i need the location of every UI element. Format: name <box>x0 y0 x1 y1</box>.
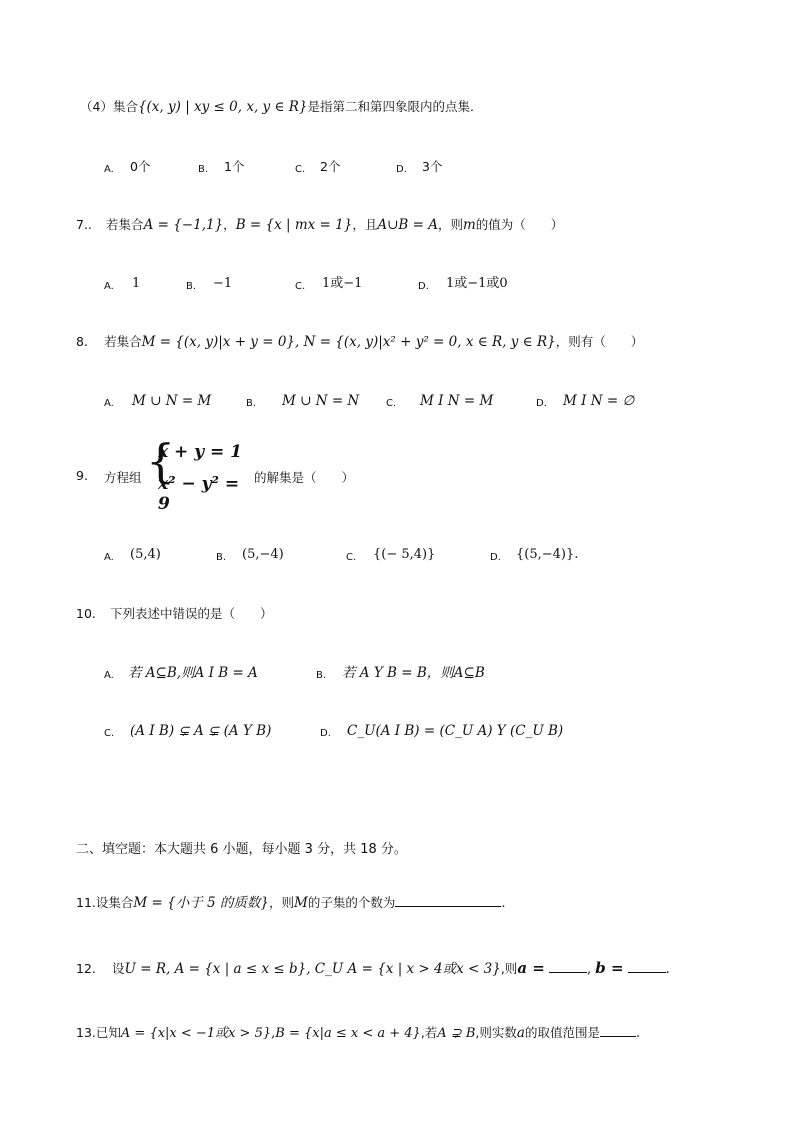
q7-option-c-letter: C. <box>295 281 306 292</box>
q8-option-b[interactable]: M ∪ N = N <box>282 393 360 409</box>
q7-m: m <box>462 217 476 233</box>
q11-text3: 的子集的个数为 <box>307 895 396 910</box>
q7-set-b: B = {x | mx = 1} <box>235 217 353 233</box>
q9-number: 9. <box>76 468 88 483</box>
q12-end: . <box>665 962 670 977</box>
q10-option-a[interactable]: 若 A⊆B,则A I B = A <box>128 665 258 681</box>
q11-answer-blank[interactable] <box>395 894 501 907</box>
q7-option-c[interactable]: 1或−1 <box>322 276 363 291</box>
q12-number: 12. <box>76 961 96 976</box>
q10-option-d-letter: D. <box>320 728 331 739</box>
q6-item4-suffix: 是指第二和第四象限内的点集. <box>307 99 474 114</box>
q6-statement-4 <box>80 98 474 117</box>
q12-stem <box>76 959 670 979</box>
q13-text4: 的取值范围是 <box>524 1025 600 1040</box>
q13-stem <box>76 1024 640 1043</box>
q11-set-m: M = {小于 5 的质数} <box>133 895 269 911</box>
q7-option-d[interactable]: 1或−1或0 <box>446 276 508 291</box>
q6-option-b-letter: B. <box>198 164 209 175</box>
q11-text2: ，则 <box>268 895 294 910</box>
q6-option-d[interactable]: 3个 <box>422 159 443 174</box>
q8-option-c[interactable]: M I N = M <box>420 393 494 409</box>
q7-text3: ，则 <box>437 217 463 232</box>
q7-option-d-letter: D. <box>418 281 429 292</box>
q10-option-c-letter: C. <box>104 728 115 739</box>
q9-equation-2: x² − y² = 9 <box>158 474 240 514</box>
q7-options <box>0 275 794 295</box>
q13-end: . <box>635 1026 641 1041</box>
q8-options <box>0 392 794 412</box>
q12-math: U = R, A = {x | a ≤ x ≤ b}, C_U A = {x | x > 4或x < 3} <box>124 961 501 977</box>
q9-option-c-letter: C. <box>346 552 357 563</box>
q13-a: a <box>516 1025 525 1041</box>
q6-option-a[interactable]: 0个 <box>130 159 151 174</box>
q7-option-a-letter: A. <box>104 281 114 292</box>
q8-text2: ，则有（ ） <box>555 334 644 349</box>
q7-option-b-letter: B. <box>186 281 197 292</box>
q8-number: 8. <box>76 334 88 349</box>
q13-relation: A ⊋ B <box>437 1026 476 1041</box>
q7-set-a: A = {−1,1} <box>143 217 224 233</box>
q6-option-d-letter: D. <box>396 164 407 175</box>
q10-options-row1 <box>0 664 794 684</box>
q12-a-blank[interactable] <box>549 960 587 973</box>
q8-stem <box>76 333 643 352</box>
q9-option-a[interactable]: (5,4) <box>130 547 161 562</box>
q9-equation-1: x + y = 1 <box>158 442 243 462</box>
q6-option-a-letter: A. <box>104 164 114 175</box>
q9-option-b-letter: B. <box>216 552 227 563</box>
q13-comma: , <box>271 1026 276 1041</box>
q13-set-a: A = {x|x < −1或x > 5} <box>120 1026 272 1041</box>
q11-end: . <box>501 896 506 911</box>
q9-options <box>0 546 794 566</box>
q9-stem <box>76 434 476 514</box>
q6-option-c[interactable]: 2个 <box>320 159 341 174</box>
q8-set-m: M = {(x, y)|x + y = 0} <box>141 334 296 350</box>
q8-option-a-letter: A. <box>104 398 114 409</box>
q8-option-a[interactable]: M ∪ N = M <box>132 393 212 409</box>
q10-option-c[interactable]: (A I B) ⊊ A ⊊ (A Y B) <box>130 723 272 739</box>
q9-text2: 的解集是（ ） <box>254 470 355 485</box>
q9-option-c[interactable]: {(− 5,4)} <box>373 547 436 562</box>
q12-text1: 设 <box>112 961 125 976</box>
q11-m: M <box>294 895 308 911</box>
q6-option-b[interactable]: 1个 <box>224 159 245 174</box>
q7-text4: 的值为（ ） <box>475 217 564 232</box>
q13-text3: ,则实数 <box>475 1025 517 1040</box>
q7-stem <box>76 216 563 235</box>
q8-text1: 若集合 <box>104 334 142 349</box>
q8-set-n: , N = {(x, y)|x² + y² = 0, x ∈ R, y ∈ R} <box>295 334 556 350</box>
q7-sep1: ， <box>223 217 236 232</box>
q13-text2: ,若 <box>420 1025 438 1040</box>
q10-option-b-letter: B. <box>316 670 327 681</box>
q7-text1: 若集合 <box>106 217 144 232</box>
q10-option-a-letter: A. <box>104 670 114 681</box>
section2-title: 二、填空题：本大题共 6 小题，每小题 3 分，共 18 分。 <box>76 842 407 857</box>
q9-equation-system <box>146 434 256 514</box>
q10-stem <box>76 605 273 624</box>
q7-option-b[interactable]: −1 <box>213 276 233 291</box>
q7-number: 7.. <box>76 217 92 232</box>
q13-answer-blank[interactable] <box>600 1024 636 1037</box>
q12-text2: ,则 <box>500 961 518 976</box>
q9-text1: 方程组 <box>104 470 142 485</box>
q8-option-c-letter: C. <box>386 398 397 409</box>
q10-option-b[interactable]: 若 A Y B = B，则A⊆B <box>342 665 485 681</box>
q8-option-b-letter: B. <box>246 398 257 409</box>
q6-options <box>0 158 794 178</box>
q7-text2: ，且 <box>352 217 378 232</box>
q7-option-a[interactable]: 1 <box>132 276 141 291</box>
q6-option-c-letter: C. <box>295 164 306 175</box>
q12-a-label: a = <box>517 959 545 977</box>
q10-number: 10. <box>76 606 96 621</box>
q9-option-d-letter: D. <box>490 552 501 563</box>
q8-option-d-letter: D. <box>536 398 547 409</box>
q12-comma: , <box>586 962 592 977</box>
q9-option-b[interactable]: (5,−4) <box>242 547 284 562</box>
q11-text1: 设集合 <box>95 895 134 910</box>
q13-set-b: B = {x|a ≤ x < a + 4} <box>275 1026 421 1041</box>
q11-stem <box>76 894 505 913</box>
q6-item4-prefix: （4）集合 <box>80 99 138 114</box>
q13-text1: 已知 <box>95 1025 121 1040</box>
q9-option-a-letter: A. <box>104 552 114 563</box>
q9-option-d[interactable]: {(5,−4)}. <box>516 547 579 562</box>
q10-option-d[interactable]: C_U(A I B) = (C_U A) Y (C_U B) <box>347 723 564 739</box>
q12-b-label: b = <box>595 959 624 977</box>
q11-number: 11. <box>76 895 96 910</box>
q8-option-d[interactable]: M I N = ∅ <box>563 393 635 409</box>
q9-brace: { <box>146 434 176 488</box>
q7-condition: A∪B = A <box>377 217 438 233</box>
q13-number: 13. <box>76 1025 96 1040</box>
q10-options-row2 <box>0 722 794 744</box>
q10-text: 下列表述中错误的是（ ） <box>110 606 273 621</box>
q6-item4-set: {(x, y) | xy ≤ 0, x, y ∈ R} <box>137 99 308 115</box>
q12-b-blank[interactable] <box>628 960 666 973</box>
